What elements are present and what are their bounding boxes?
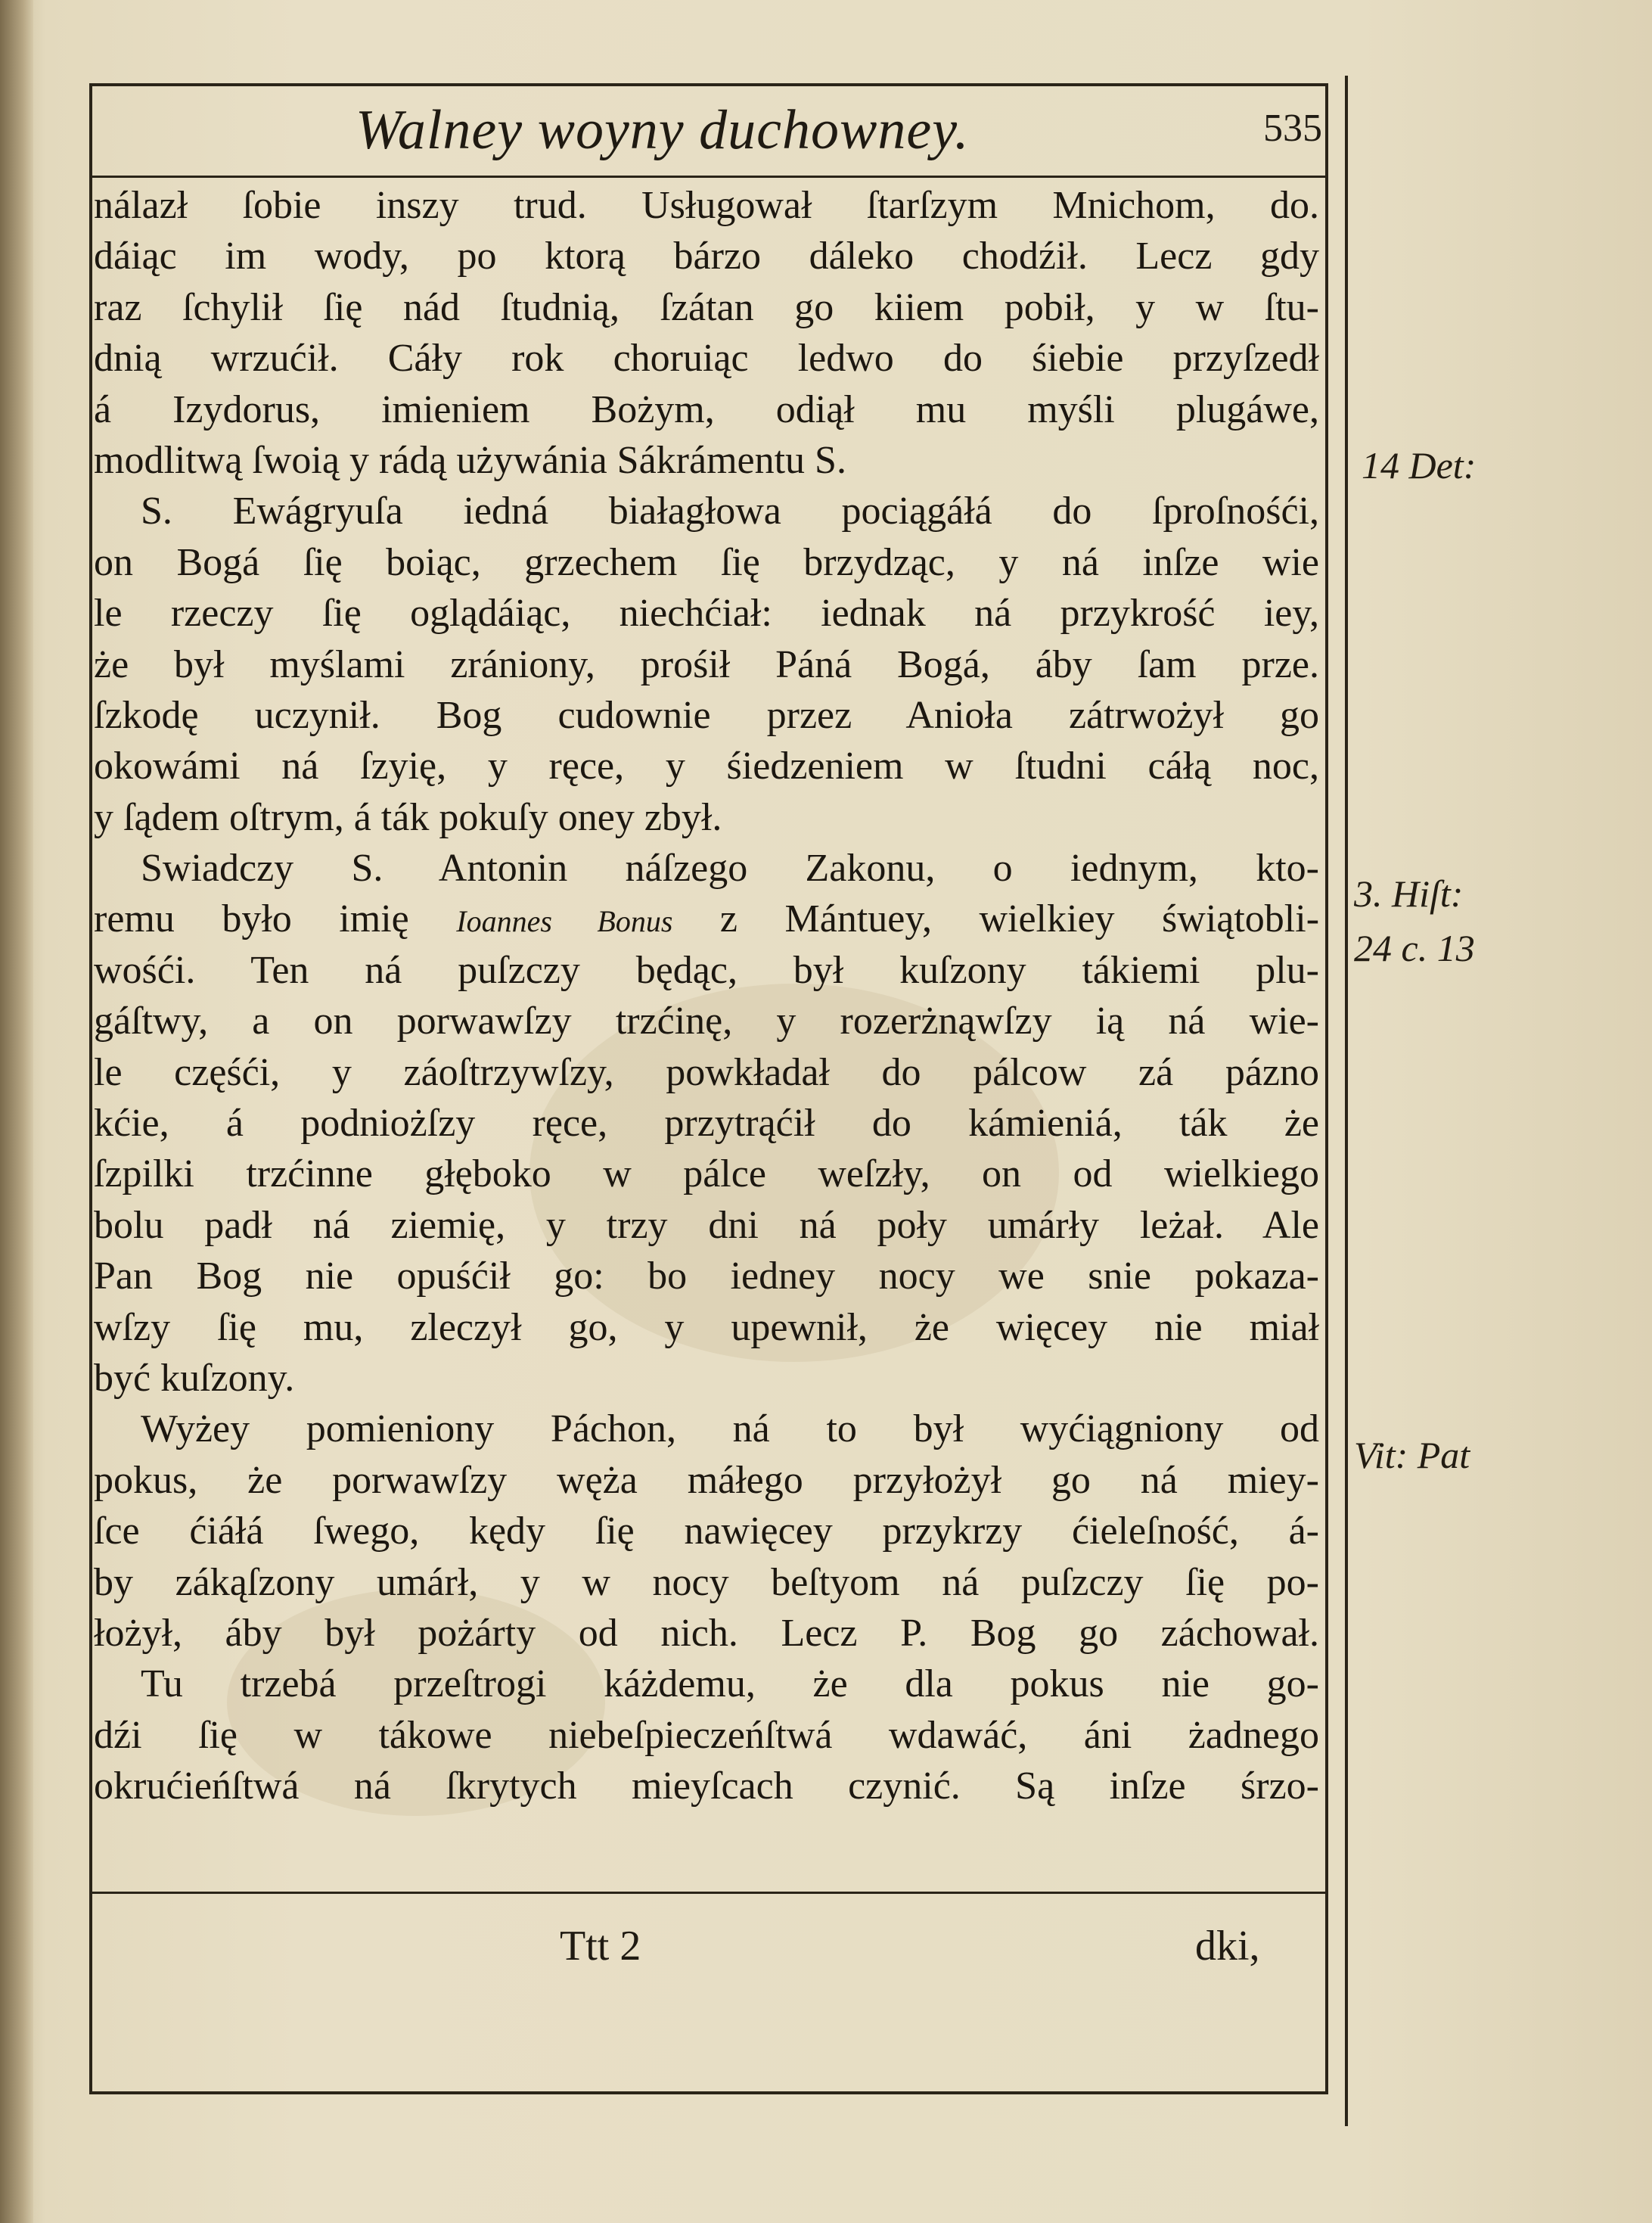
text-line: by zákąſzony umárł, y w nocy beſtyom ná puſzczy ſię po- [94, 1560, 1319, 1604]
margin-note: Vit: Pat [1354, 1434, 1470, 1476]
text-line: dnią wrzućił. Cáły rok choruiąc ledwo do śiebie przyſzedł [94, 337, 1319, 381]
margin-rule [1345, 76, 1348, 2126]
text-line: Wyżey pomieniony Páchon, ná to był wyćiągniony od [141, 1407, 1319, 1451]
text-line: á Izydorus, imieniem Bożym, odiął mu myśli plugáwe, [94, 387, 1319, 431]
italic-phrase: Ioannes Bonus [456, 904, 673, 939]
body-text [94, 180, 1319, 1812]
text-line: kćie, á podniożſzy ręce, przytrąćił do kámieniá, ták że [94, 1102, 1319, 1146]
text-line: Pan Bog nie opuśćił go: bo iedney nocy we snie pokaza- [94, 1255, 1319, 1298]
text-line: okowámi ná ſzyię, y ręce, y śiedzeniem w ſtudni cáłą noc, [94, 745, 1319, 788]
text-line: remu było imię Ioannes Bonus z Mántuey, wielkiey świątobli- [94, 897, 1319, 941]
text-line: on Bogá ſię boiąc, grzechem ſię brzydząc, y ná inſze wie [94, 540, 1319, 584]
text-line: y ſądem oſtrym, á ták pokuſy oney zbył. [94, 795, 722, 839]
text-line: raz ſchylił ſię nád ſtudnią, ſzátan go kiiem pobił, y w ſtu- [94, 285, 1319, 329]
footer-rule [89, 1892, 1325, 1894]
text-line: okrućieńſtwá ná ſkrytych mieyſcach czynić. Są inſze śrzo- [94, 1764, 1319, 1808]
text-line: pokus, że porwawſzy węża máłego przyłożył go ná miey- [94, 1458, 1319, 1502]
page-number: 535 [1263, 107, 1322, 150]
text-line: że był myślami zrániony, prośił Páná Bogá, áby ſam prze. [94, 642, 1319, 686]
text-line: łożył, áby był pożárty od nich. Lecz P. Bog go záchował. [94, 1611, 1319, 1655]
margin-note: 24 c. 13 [1354, 927, 1475, 969]
text-line: być kuſzony. [94, 1356, 295, 1400]
signature-mark: Ttt 2 [560, 1923, 641, 1970]
margin-note: 14 Det: [1362, 444, 1477, 487]
binding-gutter [0, 0, 33, 2223]
text-line: wſzy ſię mu, zleczył go, y upewnił, że więcey nie miał [94, 1305, 1319, 1349]
text-line: dźi ſię w tákowe niebeſpieczeńſtwá wdawáć, áni żadnego [94, 1713, 1319, 1757]
text-line: ſzkodę uczynił. Bog cudownie przez Anioła zátrwożył go [94, 693, 1319, 737]
text-line: ſce ćiáłá ſwego, kędy ſię nawięcey przykrzy ćieleſność, á- [94, 1509, 1319, 1553]
text-line: ſzpilki trzćinne głęboko w pálce weſzły, on od wielkiego [94, 1152, 1319, 1196]
text-line: Tu trzebá przeſtrogi káżdemu, że dla pokus nie go- [141, 1662, 1319, 1706]
running-title: Walney woyny duchowney. [356, 99, 970, 161]
header-rule [89, 176, 1325, 178]
text-line: gáſtwy, a on porwawſzy trzćinę, y rozerżnąwſzy ią ná wie- [94, 1000, 1319, 1043]
text-line: modlitwą ſwoią y rádą używánia Sákrámentu S. [94, 438, 846, 482]
text-line: Swiadczy S. Antonin náſzego Zakonu, o iednym, kto- [141, 847, 1319, 891]
text-line: nálazł ſobie inszy trud. Usługował ſtarſzym Mnichom, do. [94, 184, 1319, 227]
text-line: wośći. Ten ná puſzczy będąc, był kuſzony tákiemi plu- [94, 948, 1319, 992]
text-line: dáiąc im wody, po ktorą bárzo dáleko chodźił. Lecz gdy [94, 235, 1319, 278]
margin-note: 3. Hiſt: [1354, 872, 1464, 915]
text-line: le częśći, y záoſtrzywſzy, powkładał do pálcow zá pázno [94, 1050, 1319, 1094]
catchword: dki, [1195, 1923, 1260, 1970]
text-line: bolu padł ná ziemię, y trzy dni ná poły umárły leżał. Ale [94, 1203, 1319, 1247]
text-line: le rzeczy ſię oglądáiąc, niechćiał: iednak ná przykrość iey, [94, 592, 1319, 636]
text-line: S. Ewágryuſa iedná białagłowa pociągáłá do ſproſnośći, [141, 490, 1319, 533]
